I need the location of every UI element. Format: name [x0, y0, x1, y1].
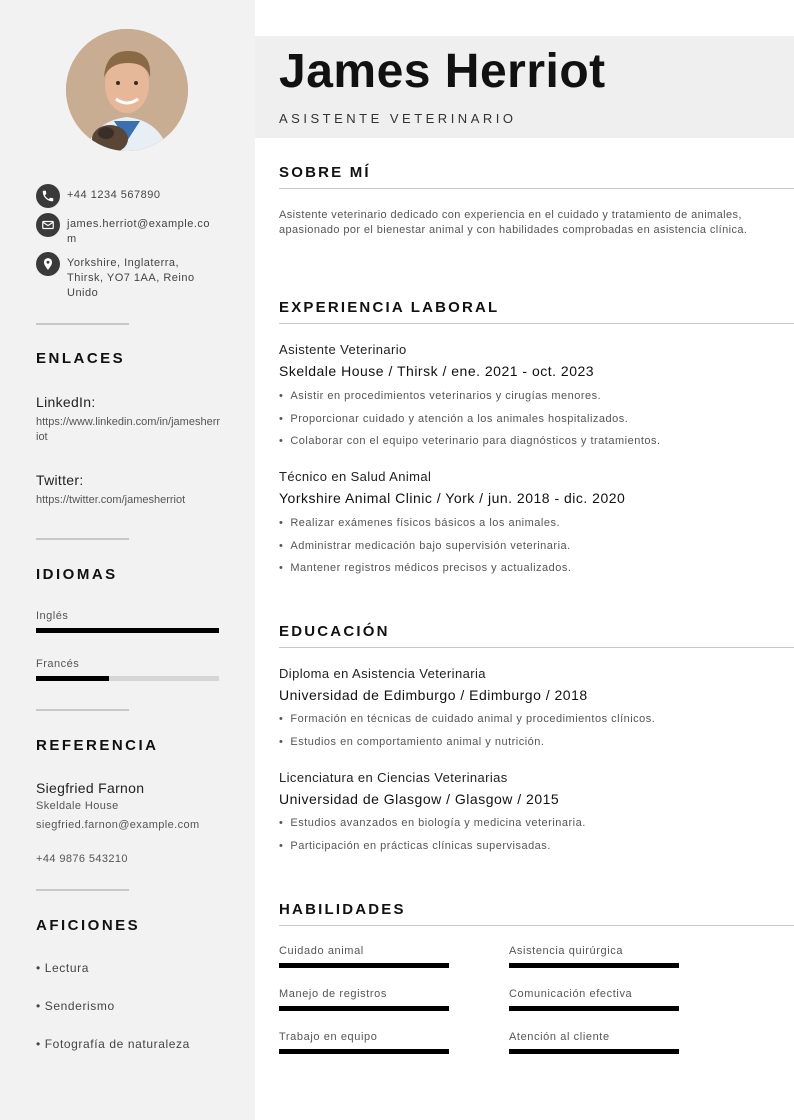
language-level-bar	[36, 676, 219, 681]
language-level-bar	[36, 628, 219, 633]
language-name: Francés	[36, 658, 80, 670]
languages-heading: IDIOMAS	[36, 566, 118, 583]
hobby-item: • Fotografía de naturaleza	[36, 1037, 190, 1051]
skill-level-fill	[509, 963, 679, 968]
sidebar-divider	[36, 889, 129, 891]
twitter-url[interactable]: https://twitter.com/jamesherriot	[36, 494, 186, 506]
sidebar	[0, 0, 255, 1120]
job-bullet: • Realizar exámenes físicos básicos a los animales.	[279, 517, 560, 529]
language-level-fill	[36, 628, 219, 633]
hobby-item: • Lectura	[36, 961, 89, 975]
experience-heading: EXPERIENCIA LABORAL	[279, 299, 500, 316]
linkedin-label: LinkedIn:	[36, 394, 96, 410]
education-heading: EDUCACIÓN	[279, 623, 390, 640]
linkedin-url[interactable]: https://www.linkedin.com/in/jamesherriot	[36, 416, 221, 443]
skill-level-fill	[509, 1006, 679, 1011]
degree-title: Licenciatura en Ciencias Veterinarias	[279, 770, 508, 785]
address-text: Yorkshire, Inglaterra, Thirsk, YO7 1AA, Reino Unido	[67, 257, 195, 299]
profile-photo	[66, 29, 188, 151]
person-name: James Herriot	[279, 45, 606, 98]
skills-heading: HABILIDADES	[279, 901, 406, 918]
job-bullet: • Colaborar con el equipo veterinario para diagnósticos y tratamientos.	[279, 435, 661, 447]
sidebar-divider	[36, 323, 129, 325]
skill-level-fill	[279, 1006, 449, 1011]
contact-phone	[36, 184, 217, 208]
section-rule	[279, 188, 794, 189]
reference-company: Skeldale House	[36, 800, 119, 812]
contact-address	[36, 252, 207, 301]
twitter-label: Twitter:	[36, 472, 84, 488]
reference-name: Siegfried Farnon	[36, 780, 145, 796]
skill-name: Manejo de registros	[279, 988, 388, 1000]
language-level-fill	[36, 676, 109, 681]
job-bullet: • Asistir en procedimientos veterinarios y cirugías menores.	[279, 390, 601, 402]
reference-heading: REFERENCIA	[36, 737, 159, 754]
about-text: Asistente veterinario dedicado con experiencia en el cuidado y tratamiento de animales, apasionado por el bienestar animal y con habilidades comprobadas en asistencia clínica.	[279, 209, 748, 236]
degree-title: Diploma en Asistencia Veterinaria	[279, 666, 486, 681]
job-detail: Skeldale House / Thirsk / ene. 2021 - oct. 2023	[279, 363, 595, 379]
skill-level-fill	[279, 963, 449, 968]
skill-level-bar	[509, 963, 679, 968]
degree-detail: Universidad de Glasgow / Glasgow / 2015	[279, 791, 560, 807]
degree-detail: Universidad de Edimburgo / Edimburgo / 2018	[279, 687, 588, 703]
hobbies-heading: AFICIONES	[36, 917, 141, 934]
phone-icon	[36, 184, 60, 208]
skill-level-bar	[509, 1006, 679, 1011]
job-title: Técnico en Salud Animal	[279, 469, 432, 484]
degree-bullet: • Formación en técnicas de cuidado animal y procedimientos clínicos.	[279, 713, 655, 725]
job-title: Asistente Veterinario	[279, 342, 407, 357]
skill-name: Atención al cliente	[509, 1031, 610, 1043]
skill-name: Comunicación efectiva	[509, 988, 633, 1000]
job-detail: Yorkshire Animal Clinic / York / jun. 2018 - dic. 2020	[279, 490, 626, 506]
skill-name: Asistencia quirúrgica	[509, 945, 624, 957]
job-bullet: • Administrar medicación bajo supervisión veterinaria.	[279, 540, 571, 552]
sidebar-divider	[36, 709, 129, 711]
skill-level-bar	[509, 1049, 679, 1054]
section-rule	[279, 925, 794, 926]
envelope-icon	[36, 213, 60, 237]
reference-email[interactable]: siegfried.farnon@example.com	[36, 819, 200, 831]
main-content	[255, 0, 794, 1120]
sidebar-divider	[36, 538, 129, 540]
degree-bullet: • Participación en prácticas clínicas supervisadas.	[279, 840, 551, 852]
skill-level-bar	[279, 963, 449, 968]
section-rule	[279, 323, 794, 324]
skill-level-fill	[279, 1049, 449, 1054]
hobby-item: • Senderismo	[36, 999, 115, 1013]
skill-level-fill	[509, 1049, 679, 1054]
skill-name: Trabajo en equipo	[279, 1031, 378, 1043]
email-text[interactable]: james.herriot@example.com	[67, 218, 210, 245]
links-heading: ENLACES	[36, 350, 126, 367]
degree-bullet: • Estudios avanzados en biología y medicina veterinaria.	[279, 817, 586, 829]
language-name: Inglés	[36, 610, 69, 622]
skill-name: Cuidado animal	[279, 945, 364, 957]
map-pin-icon	[36, 252, 60, 276]
section-rule	[279, 647, 794, 648]
contact-email	[36, 213, 217, 247]
skill-level-bar	[279, 1049, 449, 1054]
person-title: ASISTENTE VETERINARIO	[279, 111, 517, 126]
job-bullet: • Proporcionar cuidado y atención a los animales hospitalizados.	[279, 413, 628, 425]
skill-level-bar	[279, 1006, 449, 1011]
phone-text: +44 1234 567890	[67, 189, 161, 201]
job-bullet: • Mantener registros médicos precisos y actualizados.	[279, 562, 571, 574]
reference-phone: +44 9876 543210	[36, 853, 128, 865]
degree-bullet: • Estudios en comportamiento animal y nutrición.	[279, 736, 544, 748]
about-heading: SOBRE MÍ	[279, 164, 371, 181]
